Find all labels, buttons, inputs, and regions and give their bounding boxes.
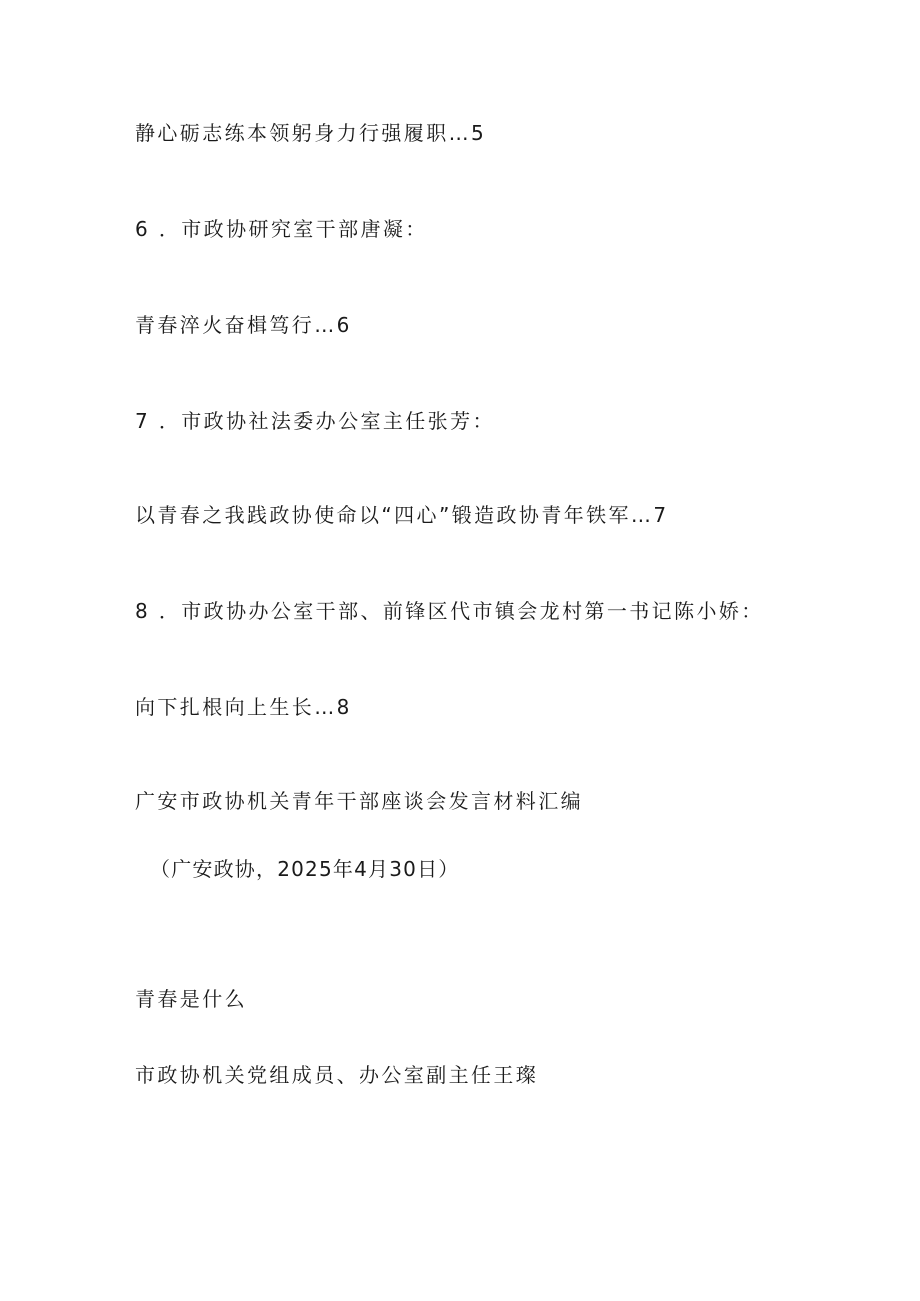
toc-entry-7-title: 以青春之我践政协使命以“四心”锻造政协青年铁军…7	[135, 503, 669, 527]
toc-entry-8-speaker: 8 ．市政协办公室干部、前锋区代市镇会龙村第一书记陈小娇：	[135, 599, 764, 623]
document-title: 广安市政协机关青年干部座谈会发言材料汇编	[135, 789, 583, 813]
section-heading: 青春是什么	[135, 987, 247, 1011]
toc-entry-6-speaker: 6 ．市政协研究室干部唐凝：	[135, 217, 428, 241]
toc-entry-7-speaker: 7 ．市政协社法委办公室主任张芳：	[135, 409, 495, 433]
toc-entry-5-title: 静心砺志练本领躬身力行强履职…5	[135, 121, 487, 145]
section-author: 市政协机关党组成员、办公室副主任王璨	[135, 1063, 539, 1087]
document-source-date: （广安政协，2025年4月30日）	[150, 857, 460, 881]
toc-entry-6-title: 青春淬火奋楫笃行…6	[135, 313, 352, 337]
toc-entry-8-title: 向下扎根向上生长…8	[135, 695, 352, 719]
